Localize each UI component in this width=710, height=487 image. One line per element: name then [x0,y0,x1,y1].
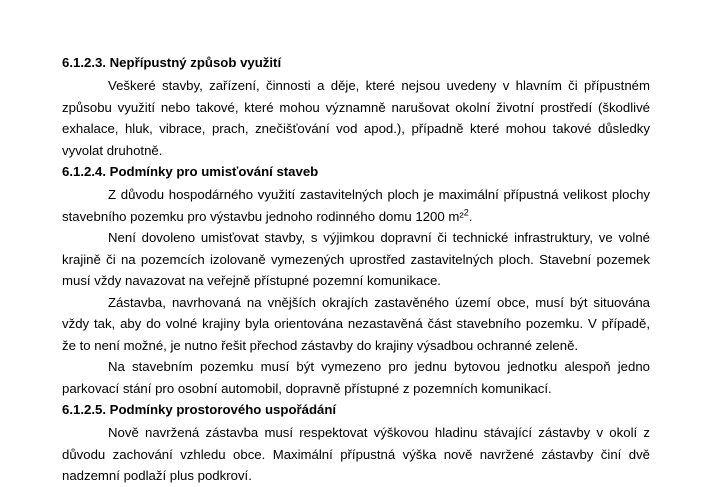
section-heading-6-1-2-4: 6.1.2.4. Podmínky pro umisťování staveb [62,164,319,179]
section-heading-6-1-2-5: 6.1.2.5. Podmínky prostorového uspořádání [62,402,337,417]
paragraph-velikost-plochy-period: . [468,208,473,224]
paragraph-nepripustny-zpusob: Veškeré stavby, zařízení, činnosti a děje, které nejsou uvedeny v hlavním či přípustném způsobu využití nebo takové, které mohou významně narušovat okolní životní prostředí (škodlivé exhalace, hluk, vibrace, prach, znečišťování vod apod.), případně které mohou takové důsledky vyvolat druhotně. [62,78,650,158]
paragraph-velikost-plochy-text: Z důvodu hospodárného využití zastavitelných ploch je maximální přípustná velikost plochy stavebního pozemku pro výstavbu jednoho rodinného domu 1200 m² [62,187,650,224]
paragraph-velikost-plochy [62,184,650,227]
paragraph-prostorove-usporadani: Nově navržená zástavba musí respektovat výškovou hladinu stávající zástavby v okolí z důvodu zachování vzhledu obce. Maximální přípustná výška nově navržené zástavby činí dvě nadzemní podlaží plus podkroví. [62,425,650,483]
superscript-square-meters: 2 [463,207,469,218]
section-heading-6-1-2-3: 6.1.2.3. Nepřípustný způsob využití [62,55,282,70]
paragraph-parkovaci-stani: Na stavebním pozemku musí být vymezeno pro jednu bytovou jednotku alespoň jedno parkovací stání pro osobní automobil, dopravně přístupné z pozemních komunikací. [62,359,650,396]
paragraph-zastavba-okraje: Zástavba, navrhovaná na vnějších okrajích zastavěného území obce, musí být situována vždy tak, aby do volné krajiny byla orientována nezastavěná část stavebního pozemku. V případě, že to není možné, je nutno řešit přechod zástavby do krajiny výsadbou ochranné zeleně. [62,294,650,353]
paragraph-umistovani-staveb: Není dovoleno umisťovat stavby, s výjimkou dopravní či technické infrastruktury, ve volné krajině či na pozemcích izolovaně vymezených uprostřed zastavitelných ploch. Stavební pozemek musí vždy navazovat na veřejně přístupné pozemní komunikace. [62,230,650,288]
